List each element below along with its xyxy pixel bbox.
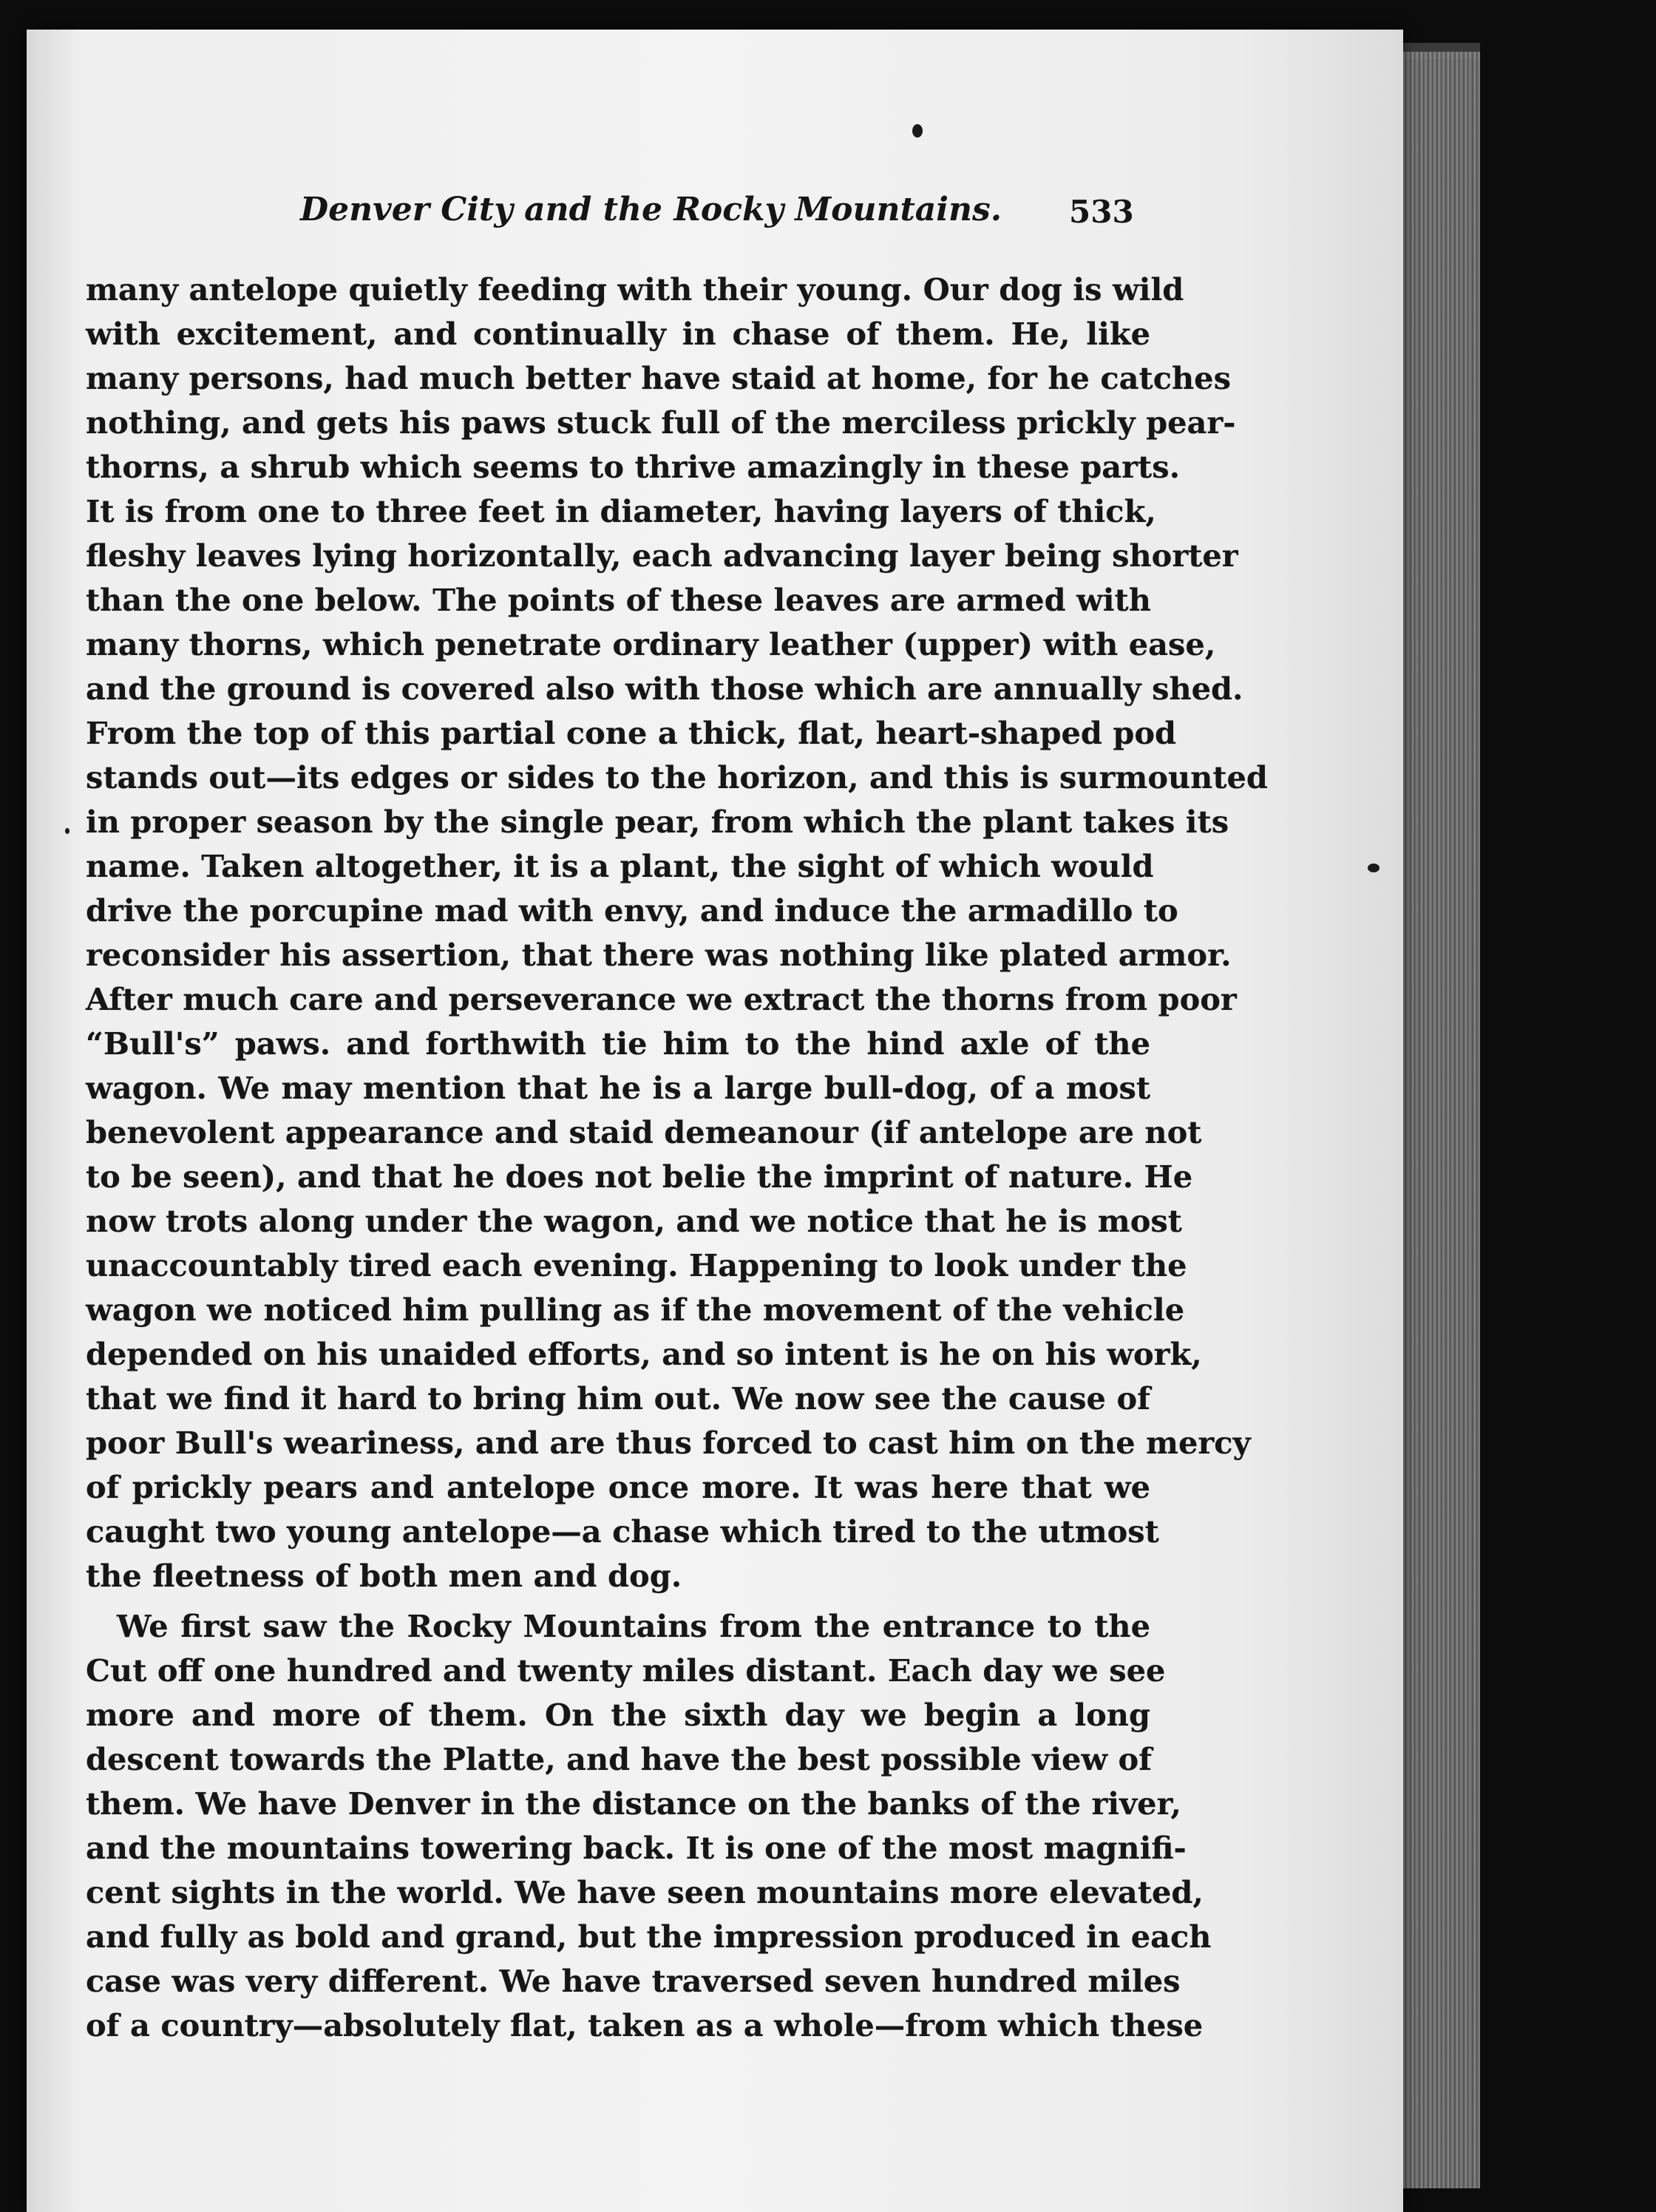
text-line: wagon we noticed him pulling as if the movement of the vehicle xyxy=(86,1292,1185,1328)
text-line: cent sights in the world. We have seen mountains more elevated, xyxy=(86,1874,1204,1910)
text-line: in proper season by the single pear, from which the plant takes its xyxy=(86,804,1229,840)
text-line: and the mountains towering back. It is one of the most magnifi- xyxy=(86,1830,1187,1866)
text-line: many antelope quietly feeding with their young. Our dog is wild xyxy=(86,271,1184,308)
dust-speck xyxy=(912,124,923,138)
text-line: fleshy leaves lying horizontally, each advancing layer being shorter xyxy=(86,537,1238,574)
text-line: unaccountably tired each evening. Happening to look under the xyxy=(86,1247,1187,1283)
text-line: From the top of this partial cone a thick, flat, heart-shaped pod xyxy=(86,715,1177,751)
text-line: that we find it hard to bring him out. We now see the cause of xyxy=(86,1380,1150,1417)
running-title: Denver City and the Rocky Mountains. xyxy=(300,191,1002,228)
page-header xyxy=(27,191,1403,250)
text-line: wagon. We may mention that he is a large bull-dog, of a most xyxy=(86,1070,1150,1106)
body-text xyxy=(86,268,1268,2048)
text-line: the fleetness of both men and dog. xyxy=(86,1558,682,1594)
text-line: of a country—absolutely flat, taken as a whole—from which these xyxy=(86,2007,1204,2043)
text-line: and the ground is covered also with those which are annually shed. xyxy=(86,671,1243,707)
text-line: and fully as bold and grand, but the impression produced in each xyxy=(86,1918,1212,1955)
text-line: case was very different. We have traversed seven hundred miles xyxy=(86,1963,1181,1999)
text-line: It is from one to three feet in diameter, having layers of thick, xyxy=(86,493,1156,529)
text-line: more and more of them. On the sixth day we begin a long xyxy=(86,1697,1150,1733)
text-line: of prickly pears and antelope once more. It was here that we xyxy=(86,1469,1150,1505)
text-line: reconsider his assertion, that there was nothing like plated armor. xyxy=(86,937,1232,973)
dust-speck xyxy=(65,828,69,834)
text-line: to be seen), and that he does not belie the imprint of nature. He xyxy=(86,1158,1193,1195)
text-line: them. We have Denver in the distance on the banks of the river, xyxy=(86,1785,1181,1822)
text-line: benevolent appearance and staid demeanour (if antelope are not xyxy=(86,1114,1202,1150)
text-line: now trots along under the wagon, and we notice that he is most xyxy=(86,1203,1182,1239)
text-line: poor Bull's weariness, and are thus forced to cast him on the mercy xyxy=(86,1425,1251,1461)
text-line: many persons, had much better have staid at home, for he catches xyxy=(86,360,1231,396)
text-line: “Bull's” paws. and forthwith tie him to the hind axle of the xyxy=(86,1025,1150,1062)
book-page-edges xyxy=(1397,52,1480,2188)
text-line: stands out—its edges or sides to the horizon, and this is surmounted xyxy=(86,759,1268,795)
book-page xyxy=(27,30,1403,2212)
text-line: After much care and perseverance we extract the thorns from poor xyxy=(86,981,1237,1017)
text-line: thorns, a shrub which seems to thrive amazingly in these parts. xyxy=(86,449,1181,485)
text-line: with excitement, and continually in chase of them. He, like xyxy=(86,316,1150,352)
paragraph-1 xyxy=(86,268,1268,1598)
text-line: than the one below. The points of these leaves are armed with xyxy=(86,582,1151,618)
text-line: We first saw the Rocky Mountains from the entrance to the xyxy=(117,1608,1150,1644)
text-line: Cut off one hundred and twenty miles distant. Each day we see xyxy=(86,1652,1166,1689)
text-line: nothing, and gets his paws stuck full of the merciless prickly pear- xyxy=(86,404,1236,441)
text-line: descent towards the Platte, and have the best possible view of xyxy=(86,1741,1153,1777)
text-line: depended on his unaided efforts, and so intent is he on his work, xyxy=(86,1336,1202,1372)
text-line: many thorns, which penetrate ordinary leather (upper) with ease, xyxy=(86,626,1216,662)
text-line: name. Taken altogether, it is a plant, the sight of which would xyxy=(86,848,1154,884)
text-line: caught two young antelope—a chase which tired to the utmost xyxy=(86,1513,1159,1550)
paragraph-gap xyxy=(86,1598,1150,1604)
dust-speck xyxy=(1368,864,1380,872)
paragraph-2 xyxy=(86,1604,1212,2048)
page-number: 533 xyxy=(1069,194,1134,230)
text-line: drive the porcupine mad with envy, and induce the armadillo to xyxy=(86,892,1178,929)
